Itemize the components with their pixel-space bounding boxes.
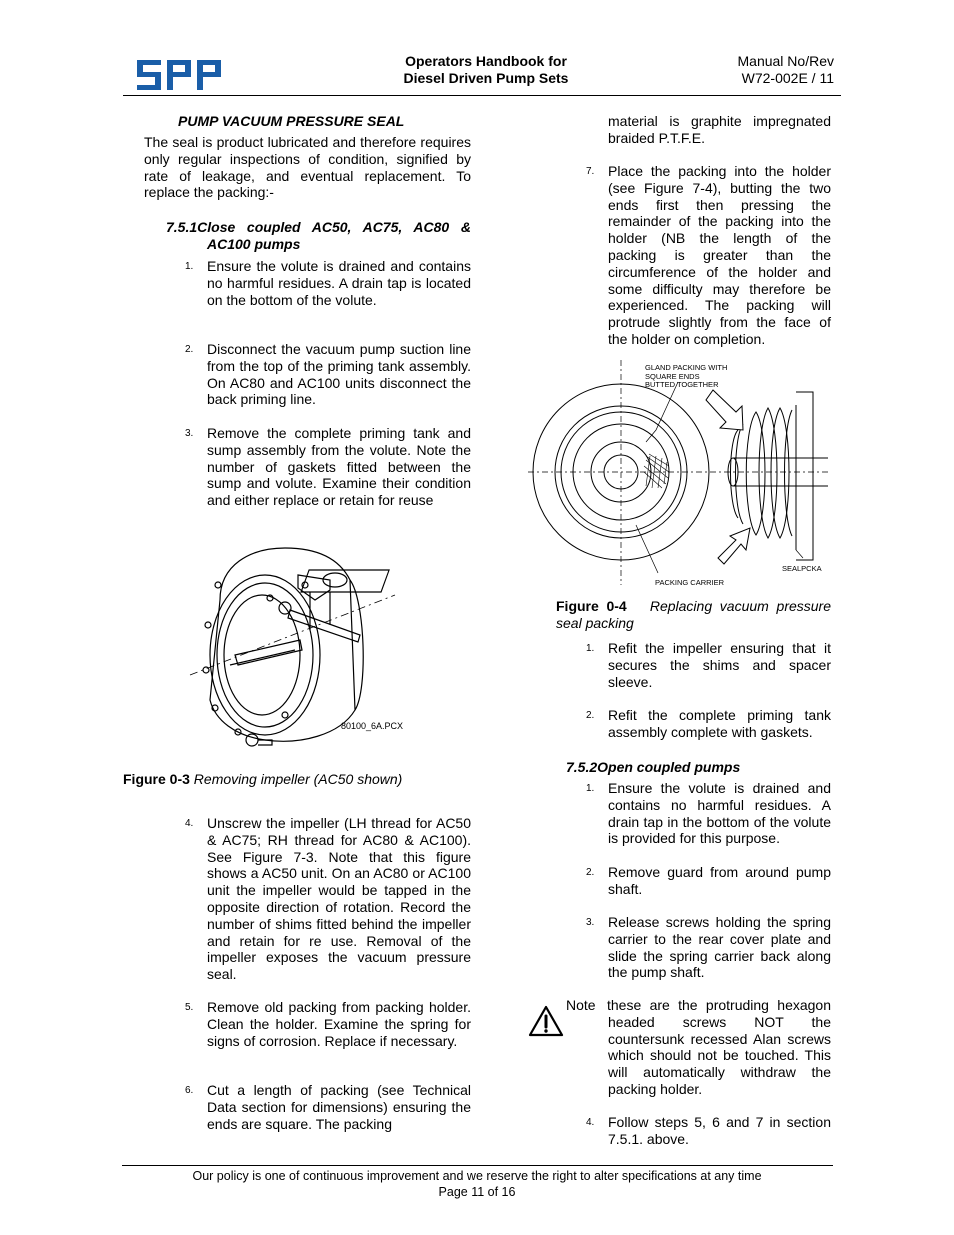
- figure-4-label-line: SQUARE ENDS: [645, 371, 700, 381]
- footer-policy: Our policy is one of continuous improvement and we reserve the right to alter specifications at any time: [192, 1169, 762, 1183]
- title-line-2: Diesel Driven Pump Sets: [403, 70, 569, 86]
- list-text: Remove guard from around pump shaft.: [608, 864, 831, 897]
- figure-3-label: 80100_6A.PCX: [341, 721, 404, 731]
- section-heading: PUMP VACUUM PRESSURE SEAL: [178, 113, 405, 129]
- figure-4-title: Replacing vacuum pressure seal packing: [556, 598, 832, 631]
- subsection-heading-751: [166, 219, 471, 253]
- figure-3-title: Removing impeller (AC50 shown): [193, 771, 403, 787]
- subsection-title-1: Close coupled AC50, AC75, AC80 &: [197, 219, 471, 235]
- continuation-text: material is graphite impregnated braided P.T.F.E.: [608, 113, 831, 146]
- list-number: 4.: [586, 1117, 595, 1128]
- list-number: 3.: [185, 428, 194, 439]
- list-number: 2.: [586, 867, 595, 878]
- list-item: [185, 1082, 471, 1132]
- header-rule: [123, 95, 841, 96]
- page-number: Page 11 of 16: [438, 1185, 516, 1199]
- list-item: [586, 864, 831, 898]
- list-text: Disconnect the vacuum pump suction line from the top of the priming tank assembly. On AC80 and AC100 units disconnect the back priming line.: [207, 341, 471, 408]
- list-text: Ensure the volute is drained and contains no harmful residues. A drain tap is located on the bottom of the volute.: [207, 258, 471, 308]
- list-item: [185, 258, 471, 308]
- list-number: 5.: [185, 1002, 194, 1013]
- intro-text: The seal is product lubricated and therefore requires only regular inspections of condition, signified by rate of leakage, and eventual replacement. To replace the packing:-: [144, 134, 471, 201]
- title-line-1: Operators Handbook for: [405, 53, 567, 69]
- note-body: these are the protruding hexagon headed screws NOT the countersunk recessed Alan screws which should not be touched. This will automatically withdraw the packing holder.: [607, 997, 831, 1097]
- list-text: Remove old packing from packing holder. Clean the holder. Examine the spring for signs of corrosion. Replace if necessary.: [207, 999, 471, 1049]
- list-text: Cut a length of packing (see Technical Data section for dimensions) ensuring the ends are square. The packing: [207, 1082, 471, 1132]
- warning-icon: [528, 1005, 564, 1037]
- list-number: 1.: [586, 783, 595, 794]
- list-item: [185, 815, 471, 983]
- list-item: [586, 707, 831, 741]
- footer-rule: [122, 1165, 833, 1166]
- list-item: [586, 780, 831, 847]
- note-text: [608, 997, 831, 1098]
- list-text: Refit the complete priming tank assembly complete with gaskets.: [608, 707, 831, 740]
- list-item: [185, 341, 471, 408]
- manual-number: [700, 53, 834, 87]
- list-number: 6.: [185, 1085, 194, 1096]
- list-item: [586, 640, 831, 690]
- list-number: 4.: [185, 818, 194, 829]
- list-item: [185, 999, 471, 1049]
- subsection-number: 7.5.1: [166, 219, 198, 235]
- note-word: Note: [566, 997, 596, 1013]
- manual-line-2: W72-002E / 11: [741, 70, 834, 86]
- list-number: 2.: [185, 344, 194, 355]
- list-number: 1.: [185, 261, 194, 272]
- figure-3-caption: [123, 771, 402, 788]
- list-text: Place the packing into the holder (see Figure 7-4), butting the two ends first then pressing the remainder of the packing into the holder (NB the length of the packing is greater than the circumference of the holder and some difficulty may therefore be experienced. The packing will protrude slightly from the face of the holder on completion.: [608, 163, 831, 347]
- figure-4-label-top: [645, 364, 727, 390]
- figure-4-label-bottom: PACKING CARRIER: [655, 578, 725, 587]
- manual-line-1: Manual No/Rev: [737, 53, 834, 69]
- list-text: Remove the complete priming tank and sump assembly from the volute. Note the number of gaskets fitted between the sump and volute. Examine their condition and either replace or retain for reuse: [207, 425, 471, 509]
- list-number: 2.: [586, 710, 595, 721]
- list-item: [586, 163, 831, 348]
- intro-paragraph: [144, 134, 471, 201]
- figure-4-label-right: SEALPCKA: [782, 564, 822, 573]
- list-text: Follow steps 5, 6 and 7 in section 7.5.1. above.: [608, 1114, 831, 1147]
- list-number: 7.: [586, 166, 595, 177]
- list-text: Ensure the volute is drained and contains no harmful residues. A drain tap in the bottom of the volute is provided for this purpose.: [608, 780, 831, 847]
- list-item: [586, 914, 831, 981]
- list-text: Unscrew the impeller (LH thread for AC50 & AC75; RH thread for AC80 & AC100). See Figure 7-3. Note that this figure shows a AC50 unit. On an AC80 or AC100 unit the impeller would be tapped in the opposite direction of rotation. Record the number of shims fitted behind the impeller and retain for re use. Removal of the impeller exposes the vacuum pressure seal.: [207, 815, 471, 983]
- document-title: [370, 53, 602, 87]
- list-text: Refit the impeller ensuring that it secures the shims and spacer sleeve.: [608, 640, 831, 690]
- list-item: [185, 425, 471, 509]
- subsection-heading-752: 7.5.2Open coupled pumps: [566, 759, 741, 775]
- figure-3-number: Figure 0-3: [123, 771, 190, 787]
- list-number: 3.: [586, 917, 595, 928]
- list-text: Release screws holding the spring carrier to the rear cover plate and slide the spring carrier back along the pump shaft.: [608, 914, 831, 981]
- list-item: [586, 1114, 831, 1148]
- spp-logo: [137, 60, 221, 90]
- figure-4-caption: [556, 598, 831, 632]
- figure-4-number: Figure 0-4: [556, 598, 627, 614]
- list-number: 1.: [586, 643, 595, 654]
- figure-4-drawing: [528, 360, 828, 590]
- figure-4-label-line: BUTTED TOGETHER: [645, 380, 719, 389]
- subsection-title-2: AC100 pumps: [207, 235, 301, 252]
- figure-4-label-line: GLAND PACKING WITH: [645, 363, 728, 372]
